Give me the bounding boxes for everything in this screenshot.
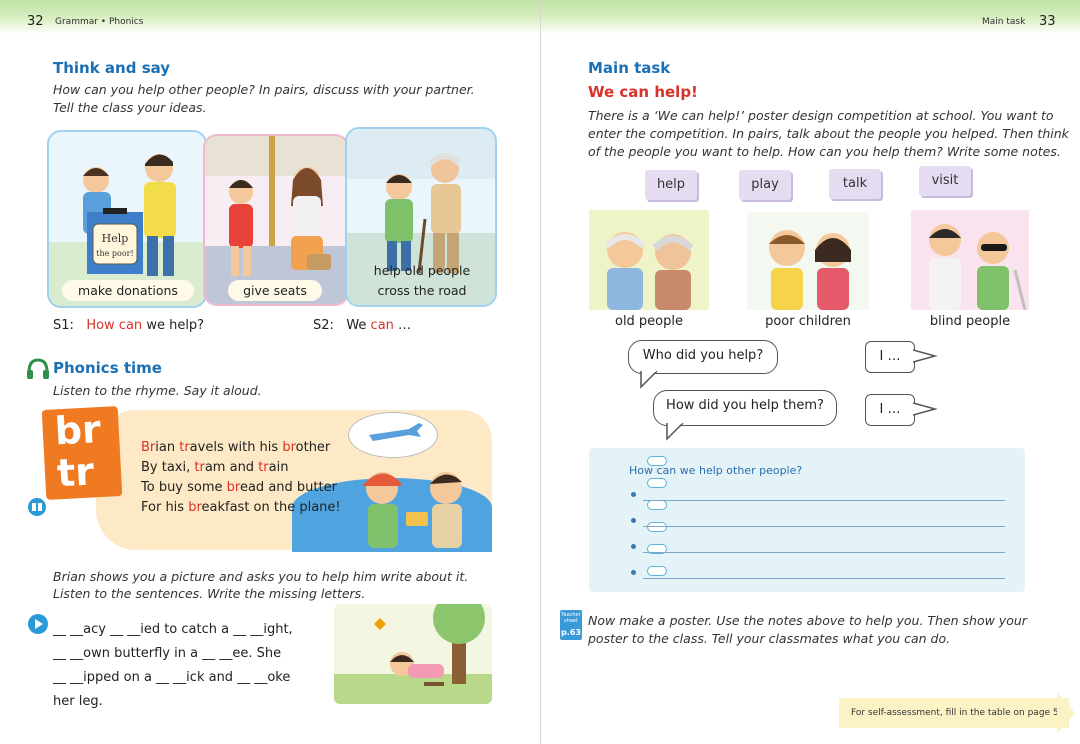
word-tag-talk: talk [829, 169, 881, 199]
rhyme-line [141, 498, 341, 518]
left-header-band [0, 0, 540, 34]
bullet-dot [631, 544, 636, 549]
final-instruction-1: Now make a poster. Use the notes above to help you. Then show your [588, 613, 1027, 628]
right-header-title: Main task [982, 17, 1026, 27]
note-line-1[interactable] [643, 500, 1005, 501]
rhyme-phonics-letters: tr [179, 440, 190, 455]
rhyme-line [141, 478, 341, 498]
note-line-4[interactable] [643, 578, 1005, 579]
phonics-instruction: Listen to the rhyme. Say it aloud. [53, 383, 262, 398]
rhyme-text-segment: ain [268, 460, 289, 475]
think-and-say-title: Think and say [53, 59, 171, 77]
bullet-dot [631, 570, 636, 575]
left-header-title: Grammar • Phonics [55, 17, 144, 27]
s1-red-words: How can [86, 318, 143, 333]
question-bubble-how: How did you help them? [653, 390, 837, 426]
two-boys-illustration [340, 458, 490, 550]
teacher-sheet-icon[interactable] [560, 610, 582, 640]
label-blind-people: blind people [929, 314, 1011, 329]
notebook-ring [647, 566, 667, 576]
main-task-title: Main task [588, 59, 671, 77]
rhyme-text-segment: ead and butter [239, 480, 337, 495]
we-can-help-subtitle: We can help! [588, 83, 698, 101]
book-icon[interactable] [28, 498, 46, 516]
note-line-2[interactable] [643, 526, 1005, 527]
play-audio-icon[interactable] [28, 614, 48, 634]
rhyme-text-segment: eakfast on the plane! [201, 500, 341, 515]
s2-suffix: … [398, 318, 412, 333]
rhyme-line [141, 438, 341, 458]
final-instruction-2: poster to the class. Tell your classmates what you can do. [588, 631, 951, 646]
bubble-tail-2 [665, 423, 687, 441]
rhyme-text-segment: By taxi, [141, 460, 195, 475]
rhyme-phonics-letters: tr [194, 460, 205, 475]
poor-children-picture [747, 212, 869, 310]
rhyme-text-segment: ian [155, 440, 180, 455]
notes-pad [589, 448, 1025, 592]
s1-suffix: we help? [146, 318, 205, 333]
teacher-page-ref: p.63 [561, 628, 581, 637]
writing-instruction-1: Brian shows you a picture and asks you to help him write about it. [53, 569, 469, 584]
notebook-ring [647, 478, 667, 488]
answer-bubble-2: I … [865, 394, 915, 426]
rhyme-phonics-letters: br [282, 440, 296, 455]
phonics-letters-tr: tr [55, 449, 96, 496]
bubble-tail-1 [639, 371, 661, 389]
notes-title: How can we help other people? [629, 464, 803, 477]
caption-cross-the-road: cross the road [377, 283, 467, 298]
rhyme-phonics-letters: br [226, 480, 240, 495]
label-old-people: old people [614, 314, 683, 329]
writing-instruction-2: Listen to the sentences. Write the missing letters. [53, 586, 366, 601]
phonics-letters-card [42, 406, 123, 500]
sentence-line: her leg. [53, 694, 103, 709]
caption-give-seats: give seats [228, 280, 322, 301]
phonics-title: Phonics time [53, 359, 162, 377]
airplane-icon [349, 413, 437, 457]
note-line-3[interactable] [643, 552, 1005, 553]
rhyme-text-segment: am and [204, 460, 259, 475]
right-header-band [541, 0, 1080, 34]
s2-pre: We [346, 318, 367, 333]
caption-help-old-people: help old people [373, 263, 471, 278]
notebook-ring [647, 500, 667, 510]
old-people-picture [589, 210, 709, 310]
s2-prefix: S2: [313, 318, 334, 333]
answer-tail-1 [913, 346, 939, 366]
right-page [540, 0, 1080, 744]
rhyme-phonics-letters: Br [141, 440, 156, 455]
question-bubble-who: Who did you help? [628, 340, 778, 374]
sentence-line: __ __acy __ __ied to catch a __ __ight, [53, 622, 293, 637]
word-tag-help: help [645, 170, 697, 200]
think-and-say-instruction-1: How can you help other people? In pairs, discuss with your partner. [53, 82, 475, 97]
s2-red-word: can [370, 318, 394, 333]
s1-prefix: S1: [53, 318, 74, 333]
rhyme-text-segment: For his [141, 500, 189, 515]
main-instruction-1: There is a ‘We can help!’ poster design competition at school. You want to [588, 108, 1054, 123]
main-instruction-3: of the people you want to help. How can you help them? Write some notes. [588, 144, 1061, 159]
rhyme-line [141, 458, 341, 478]
sentence-line: __ __own butterfly in a __ __ee. She [53, 646, 282, 661]
answer-bubble-1: I … [865, 341, 915, 373]
rhyme-text-segment: avels with his [189, 440, 283, 455]
answer-tail-2 [913, 399, 939, 419]
teacher-sheet-label: Teacher sheet [561, 612, 581, 624]
bullet-dot [631, 492, 636, 497]
phonics-letters-br: br [53, 407, 102, 454]
dialogue-s1 [53, 318, 204, 333]
word-tag-play: play [739, 170, 791, 200]
page-number-left: 32 [27, 14, 44, 29]
dialogue-s2 [313, 318, 411, 333]
sentence-line: __ __ipped on a __ __ick and __ __oke [53, 670, 291, 685]
rhyme-phonics-letters: br [188, 500, 202, 515]
donation-sign-text-2: the poor! [96, 249, 134, 258]
bullet-dot [631, 518, 636, 523]
rhyme-text [141, 438, 341, 518]
main-instruction-2: enter the competition. In pairs, talk about the people you helped. Then think [588, 126, 1069, 141]
donation-sign-text-1: Help [101, 232, 129, 245]
word-tag-visit: visit [919, 166, 971, 196]
rhyme-phonics-letters: tr [258, 460, 269, 475]
self-assessment-arrow [1057, 692, 1075, 734]
page-number-right: 33 [1039, 14, 1056, 29]
self-assessment-banner: For self-assessment, fill in the table on page 53. [839, 698, 1069, 728]
headphones-icon [26, 358, 50, 380]
thought-bubble [348, 412, 438, 458]
caption-make-donations: make donations [62, 280, 194, 301]
rhyme-text-segment: other [295, 440, 331, 455]
rhyme-text-segment: To buy some [141, 480, 227, 495]
think-and-say-instruction-2: Tell the class your ideas. [53, 100, 207, 115]
blind-people-picture [911, 210, 1029, 310]
label-poor-children: poor children [765, 314, 851, 329]
notebook-ring [647, 522, 667, 532]
fill-in-sentences [53, 618, 293, 714]
girl-fall-illustration [334, 604, 492, 704]
